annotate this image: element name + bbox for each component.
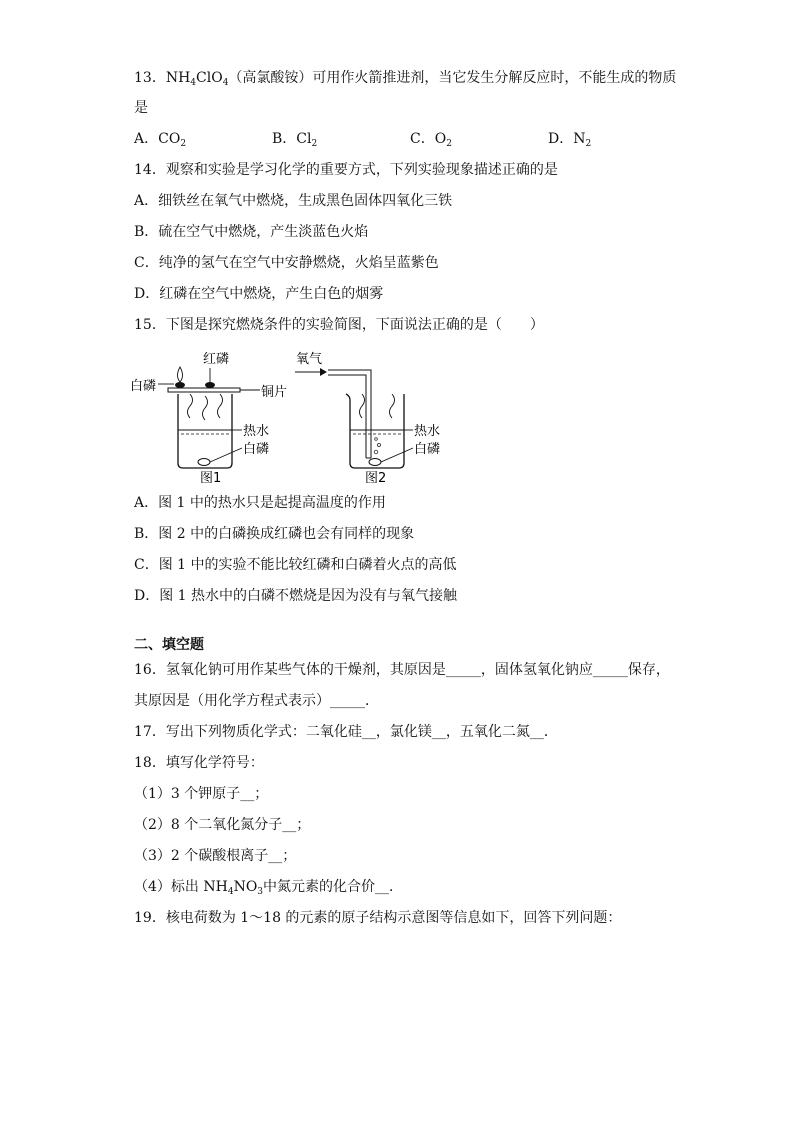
q15-stem: 15．下图是探究燃烧条件的实验简图，下面说法正确的是（ ） <box>134 317 544 333</box>
q17-text: 17．写出下列物质化学式：二氧化硅__，氯化镁__，五氧化二氮__． <box>134 724 558 740</box>
q18-item-4: （4）标出 $NH_4NO_3$中氮元素的化合价__． <box>134 879 404 897</box>
q15-option-c: C．图 1 中的实验不能比较红磷和白磷着火点的高低 <box>134 557 457 573</box>
fig2-label-white-phosphorus-bottom: 白磷 <box>414 442 441 457</box>
q13-stem-cont: 是 <box>134 100 148 116</box>
q16-line2: 其原因是（用化学方程式表示）_____． <box>134 693 379 709</box>
fig2-white-phosphorus-water <box>369 459 381 466</box>
q13-option-a: A．$CO_2$ <box>134 131 187 149</box>
q13-option-b: B．$Cl_2$ <box>272 131 318 149</box>
fig2-label-hot-water: 热水 <box>414 424 441 439</box>
q18-item-3: （3）2 个碳酸根离子__； <box>134 848 297 864</box>
q18-item-1: （1）3 个钾原子__； <box>134 786 269 802</box>
q14-option-c: C．纯净的氢气在空气中安静燃烧，火焰呈蓝紫色 <box>134 255 439 271</box>
q16-line1: 16．氢氧化钠可用作某些气体的干燥剂，其原因是_____，固体氢氧化钠应_____保存， <box>134 662 670 678</box>
q13-option-c: C．$O_2$ <box>410 131 452 149</box>
section-title-fill-blank: 二、填空题 <box>134 637 204 653</box>
fig1-label-hot-water: 热水 <box>243 424 270 439</box>
fig1-label-red-phosphorus: 红磷 <box>203 352 230 367</box>
q15-option-a: A．图 1 中的热水只是起提高温度的作用 <box>134 495 386 511</box>
q13-stem: 13．$NH_4ClO_4$（高氯酸铵）可用作火箭推进剂，当它发生分解反应时，不能生成的物质 <box>134 70 677 88</box>
figure-2 <box>295 352 440 483</box>
q14-option-d: D．红磷在空气中燃烧，产生白色的烟雾 <box>134 286 384 302</box>
q14-option-a: A．细铁丝在氧气中燃烧，生成黑色固体四氧化三铁 <box>134 193 453 209</box>
fig2-caption: 图2 <box>365 471 387 483</box>
q13-option-d: D．$N_2$ <box>548 131 592 149</box>
fig1-white-phosphorus-water <box>198 459 210 466</box>
fig1-copper-plate <box>168 388 240 392</box>
fig1-caption: 图1 <box>200 471 222 483</box>
fig1-label-white-phosphorus: 白磷 <box>130 379 157 394</box>
fig1-beaker <box>178 394 232 468</box>
fig1-label-copper: 铜片 <box>261 385 288 400</box>
fig2-beaker <box>346 394 404 468</box>
fig2-label-oxygen: 氧气 <box>296 352 323 367</box>
q18-item-2: （2）8 个二氧化氮分子__； <box>134 817 311 833</box>
fig1-red-phosphorus <box>205 382 215 388</box>
q15-option-b: B．图 2 中的白磷换成红磷也会有同样的现象 <box>134 526 415 542</box>
q14-option-b: B．硫在空气中燃烧，产生淡蓝色火焰 <box>134 224 369 240</box>
combustion-experiment-figure <box>130 348 460 483</box>
q15-option-d: D．图 1 热水中的白磷不燃烧是因为没有与氧气接触 <box>134 588 458 604</box>
q19-stem: 19．核电荷数为 1～18 的元素的原子结构示意图等信息如下，回答下列问题： <box>134 910 622 926</box>
q14-stem: 14．观察和实验是学习化学的重要方式，下列实验现象描述正确的是 <box>134 162 558 178</box>
fig1-flame <box>178 367 183 382</box>
fig1-label-white-phosphorus-bottom: 白磷 <box>243 442 270 457</box>
q18-stem: 18．填写化学符号： <box>134 755 264 771</box>
figure-1 <box>130 351 287 483</box>
